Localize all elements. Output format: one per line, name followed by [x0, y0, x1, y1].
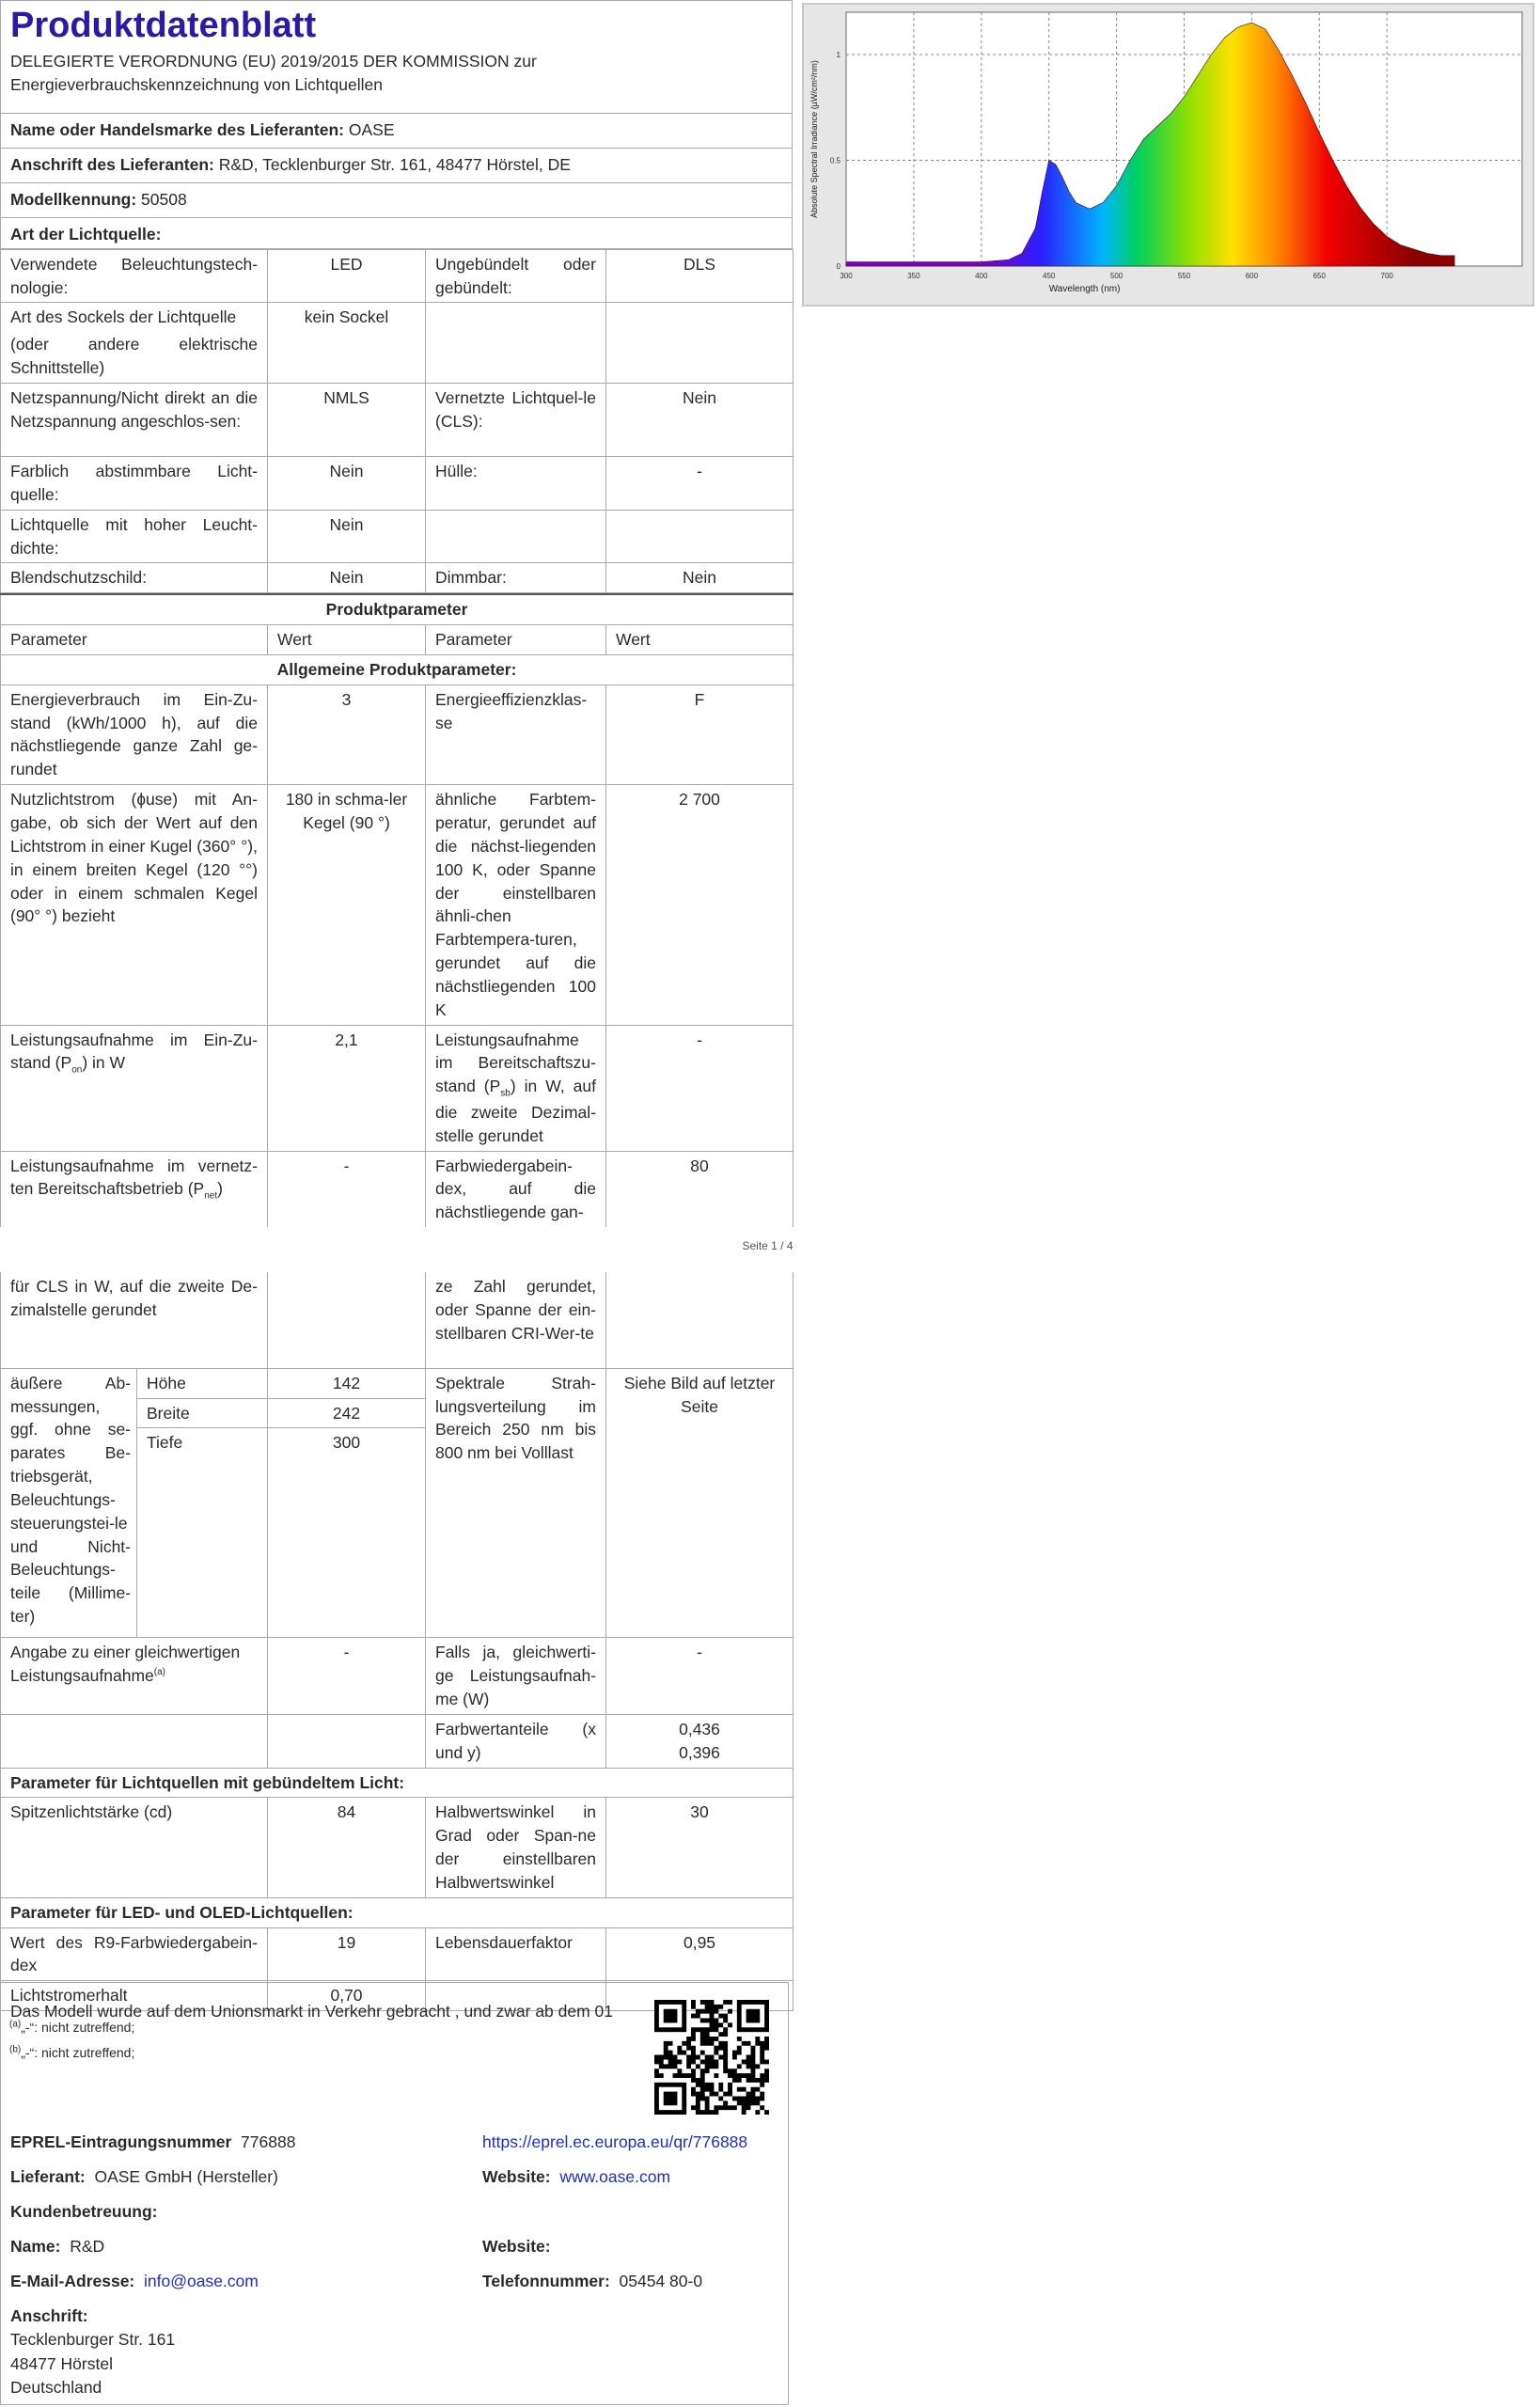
x-tick-label: 700	[1380, 272, 1393, 280]
pnet-label-suffix: )	[217, 1179, 223, 1199]
peak-intensity-label: Spitzenlichtstärke (cd)	[1, 1798, 268, 1897]
x-tick-label: 600	[1245, 272, 1259, 280]
website-link[interactable]: www.oase.com	[559, 2167, 671, 2186]
cct-value: 2 700	[606, 785, 794, 1025]
table-row	[1, 303, 794, 384]
r9-value: 19	[268, 1927, 426, 1981]
table-row	[1, 1151, 794, 1227]
table-row	[1, 1638, 794, 1715]
table-row	[1, 785, 794, 1025]
table-row	[1, 563, 794, 593]
contact-name: R&D	[70, 2237, 105, 2256]
supplier-value: OASE GmbH (Hersteller)	[94, 2167, 278, 2186]
x-axis-label: Wavelength (nm)	[1048, 284, 1121, 294]
energy-class-label: Energieeffizienzklas-se	[426, 684, 606, 784]
glare-value: Nein	[268, 563, 426, 593]
address-label: Anschrift:	[10, 2306, 88, 2325]
equivalent-watt-value: -	[606, 1638, 794, 1715]
dimmable-value: Nein	[606, 563, 794, 593]
footnote-a-text: „-“: nicht zutreffend;	[21, 2020, 135, 2036]
pnet-label-text: Leistungsaufnahme im vernetz-ten Bereitschaftsbetrieb (P	[10, 1156, 258, 1199]
eprel-number: 776888	[241, 2132, 296, 2151]
y-tick-label: 0	[836, 262, 841, 271]
column-header-parameter: Parameter	[1, 625, 268, 655]
spectral-distribution-value: Siehe Bild auf letzter Seite	[606, 1368, 794, 1638]
high-luminance-label: Lichtquelle mit hoher Leucht-dichte:	[1, 510, 268, 563]
supplier-address: R&D, Tecklenburger Str. 161, 48477 Hörstel, DE	[218, 154, 571, 174]
chromaticity-y: 0,396	[679, 1742, 720, 1762]
focus-value: DLS	[606, 249, 794, 303]
standby-power-value: -	[606, 1025, 794, 1151]
qr-code-icon[interactable]	[654, 2000, 769, 2115]
psb-label-text: Leistungsaufnahme im Bereitschaftszu-stand (P	[435, 1030, 596, 1096]
socket-label-line1: Art des Sockels der Lichtquelle	[10, 307, 237, 327]
eprel-label: EPREL-Eintragungsnummer	[10, 2132, 232, 2151]
website-label: Website:	[482, 2167, 551, 2186]
empty-cell	[606, 303, 794, 384]
pnet-subscript: net	[204, 1190, 218, 1202]
energy-consumption-value: 3	[268, 684, 426, 784]
market-date-text: Das Modell wurde auf dem Unionsmarkt in Verkehr gebracht , und zwar ab dem 01	[10, 2002, 614, 2021]
product-parameters-heading: Produktparameter	[1, 594, 794, 624]
empty-cell	[606, 1272, 794, 1368]
table-row	[1, 1714, 794, 1768]
energy-class-value: F	[606, 684, 794, 784]
socket-label	[1, 303, 268, 384]
table-row	[1, 457, 794, 511]
dimmable-label: Dimmbar:	[426, 563, 606, 593]
chromaticity-label: Farbwertanteile (x und y)	[426, 1714, 606, 1768]
empty-cell	[606, 510, 794, 563]
footnote-b-text: „-“: nicht zutreffend;	[21, 2044, 135, 2060]
width-value: 242	[268, 1398, 426, 1428]
table-row	[1, 384, 794, 457]
depth-value: 300	[268, 1428, 426, 1638]
column-header-value: Wert	[268, 625, 426, 655]
table-row	[1, 684, 794, 784]
table-row	[1, 654, 794, 684]
on-mode-power-label	[1, 1025, 268, 1151]
cri-label-cont: ze Zahl gerundet, oder Spanne der ein-stellbaren CRI-Wer-te	[426, 1272, 606, 1368]
glare-label: Blendschutzschild:	[1, 563, 268, 593]
address-city: 48477 Hörstel	[10, 2353, 113, 2373]
address-country: Deutschland	[10, 2378, 102, 2398]
address-block	[10, 2305, 175, 2400]
chromaticity-x: 0,436	[679, 1719, 720, 1738]
pon-label-suffix: ) in W	[82, 1053, 126, 1073]
type-table	[0, 249, 794, 593]
spectral-chart	[802, 3, 1534, 307]
equiv-label-text: Angabe zu einer gleichwertigen Leistungsaufnahme	[10, 1643, 241, 1686]
email-label: E-Mail-Adresse:	[10, 2272, 135, 2290]
model-label: Modellkennung:	[10, 189, 137, 209]
useful-flux-value: 180 in schma-ler Kegel (90 °)	[268, 785, 426, 1025]
phone-label: Telefonnummer:	[482, 2272, 610, 2290]
r9-label: Wert des R9-Farbwiedergabein-dex	[1, 1927, 268, 1981]
envelope-value: -	[606, 457, 794, 511]
envelope-label: Hülle:	[426, 457, 606, 511]
footnote-ref-a: (a)	[153, 1667, 165, 1678]
psb-subscript: sb	[500, 1088, 511, 1099]
light-source-type-heading: Art der Lichtquelle:	[0, 218, 793, 249]
useful-flux-label: Nutzlichtstrom (ɸuse) mit An-gabe, ob sich der Wert auf den Lichtstrom in einer Kugel (360° °), in einem breiten Kegel (120 °°) oder in einem schmalen Kegel (90° °) bezieht	[1, 785, 268, 1025]
beam-angle-label: Halbwertswinkel in Grad oder Span-ne der einstellbaren Halbwertswinkel	[426, 1798, 606, 1897]
empty-cell	[426, 510, 606, 563]
standby-power-label	[426, 1025, 606, 1151]
tunable-label: Farblich abstimmbare Licht-quelle:	[1, 457, 268, 511]
cct-label: ähnliche Farbtem-peratur, gerundet auf die nächst-liegenden 100 K, oder Spanne der einstellbaren ähnli-chen Farbtempera-turen, gerundet auf die nächstliegenden 100 K	[426, 785, 606, 1025]
parameter-table	[0, 593, 794, 2011]
address-street: Tecklenburger Str. 161	[10, 2330, 176, 2350]
table-row	[1, 1368, 794, 1398]
empty-cell	[426, 303, 606, 384]
height-label: Höhe	[137, 1368, 268, 1398]
equivalent-power-label	[1, 1638, 268, 1715]
eprel-link[interactable]: https://eprel.ec.europa.eu/qr/776888	[482, 2132, 748, 2151]
footnote-a-marker: (a)	[9, 2019, 22, 2030]
chromaticity-values	[606, 1714, 794, 1768]
x-tick-label: 300	[840, 272, 853, 280]
supplier-name-row	[0, 114, 793, 149]
supplier-address-label: Anschrift des Lieferanten:	[10, 154, 214, 174]
table-row	[1, 1798, 794, 1897]
page-title: Produktdatenblatt	[0, 0, 793, 50]
directional-heading: Parameter für Lichtquellen mit gebündeltem Licht:	[1, 1768, 794, 1798]
empty-cell	[1, 1714, 268, 1768]
table-row	[1, 1025, 794, 1151]
spectral-chart-svg	[804, 5, 1532, 305]
mains-value: NMLS	[268, 384, 426, 457]
table-row	[1, 1272, 794, 1368]
empty-cell	[268, 1272, 426, 1368]
x-tick-label: 650	[1312, 272, 1326, 280]
customer-service-heading: Kundenbetreuung:	[10, 2202, 158, 2221]
page-break	[1, 1227, 794, 1272]
table-row	[1, 625, 794, 655]
table-row	[1, 249, 794, 303]
focus-label: Ungebündelt oder gebündelt:	[426, 249, 606, 303]
footnote-b-marker: (b)	[9, 2043, 22, 2054]
networked-standby-value: -	[268, 1151, 426, 1227]
led-heading: Parameter für LED- und OLED-Lichtquellen:	[1, 1897, 794, 1927]
model-id: 50508	[141, 189, 187, 209]
cls-value: Nein	[606, 384, 794, 457]
equivalent-watt-label: Falls ja, gleichwerti-ge Leistungsaufnah-me (W)	[426, 1638, 606, 1715]
supplier-name: OASE	[348, 119, 395, 139]
dimensions-label: äußere Ab-messungen, ggf. ohne se-parates Be-triebsgerät, Beleuchtungs-steuerungstei-le und Nicht-Beleuchtungs-teile (Millime-ter)	[1, 1368, 137, 1638]
column-header-value: Wert	[606, 625, 794, 655]
on-mode-power-value: 2,1	[268, 1025, 426, 1151]
psb-label-suffix: ) in W, auf die zweite Dezimal-stelle gerundet	[435, 1077, 596, 1145]
spectral-distribution-label: Spektrale Strah-lungsverteilung im Bereich 250 nm bis 800 nm bei Volllast	[426, 1368, 606, 1638]
empty-cell	[268, 1714, 426, 1768]
x-tick-label: 400	[975, 272, 988, 280]
pon-label-text: Leistungsaufnahme im Ein-Zu-stand (P	[10, 1030, 258, 1073]
tunable-value: Nein	[268, 457, 426, 511]
model-row	[0, 183, 793, 218]
networked-standby-label-cont: für CLS in W, auf die zweite De-zimalstelle gerundet	[1, 1272, 268, 1368]
x-tick-label: 450	[1043, 272, 1056, 280]
tech-label: Verwendete Beleuchtungstech-nologie:	[1, 249, 268, 303]
supplier-name-label: Name oder Handelsmarke des Lieferanten:	[10, 119, 344, 139]
cls-label: Vernetzte Lichtquel-le (CLS):	[426, 384, 606, 457]
supplier-address-row	[0, 149, 793, 183]
networked-standby-label	[1, 1151, 268, 1227]
regulation-text: DELEGIERTE VERORDNUNG (EU) 2019/2015 DER KOMMISSION zur Energieverbrauchskennzeichnung von Lichtquellen	[0, 50, 793, 114]
x-tick-label: 550	[1177, 272, 1191, 280]
email-link[interactable]: info@oase.com	[144, 2272, 259, 2290]
pon-subscript: on	[71, 1064, 83, 1076]
x-tick-label: 350	[907, 272, 920, 280]
table-row	[1, 1927, 794, 1981]
table-row	[1, 1897, 794, 1927]
energy-consumption-label: Energieverbrauch im Ein-Zu-stand (kWh/1000 h), auf die nächstliegende ganze Zahl ge-rundet	[1, 684, 268, 784]
mains-label: Netzspannung/Nicht direkt an die Netzspannung angeschlos-sen:	[1, 384, 268, 457]
survival-factor-label: Lebensdauerfaktor	[426, 1927, 606, 1981]
equivalent-power-value: -	[268, 1638, 426, 1715]
socket-value: kein Sockel	[268, 303, 426, 384]
socket-label-line2: (oder andere elektrische Schnittstelle)	[10, 335, 258, 378]
lumen-maintenance-value: 0,70	[268, 1981, 426, 2011]
beam-angle-value: 30	[606, 1798, 794, 1897]
height-value: 142	[268, 1368, 426, 1398]
supplier-footer	[0, 1982, 789, 2405]
cri-label: Farbwiedergabein-dex, auf die nächstliegende gan-	[426, 1151, 606, 1227]
service-website-label: Website:	[482, 2237, 551, 2256]
supplier-label: Lieferant:	[10, 2167, 86, 2186]
lumen-maintenance-label: Lichtstromerhalt	[1, 1981, 268, 2011]
x-tick-label: 500	[1109, 272, 1124, 280]
table-row	[1, 510, 794, 563]
page-number: Seite 1 / 4	[742, 1239, 794, 1253]
y-tick-label: 0.5	[829, 156, 841, 165]
general-parameters-heading: Allgemeine Produktparameter:	[1, 654, 794, 684]
table-row	[1, 594, 794, 624]
y-axis-label: Absolute Spectral Irradiance (µW/cm²/nm)	[809, 60, 819, 218]
peak-intensity-value: 84	[268, 1798, 426, 1897]
width-label: Breite	[137, 1398, 268, 1428]
high-luminance-value: Nein	[268, 510, 426, 563]
y-tick-label: 1	[836, 51, 841, 59]
contact-name-label: Name:	[10, 2237, 61, 2256]
survival-factor-value: 0,95	[606, 1927, 794, 1981]
phone-number: 05454 80-0	[619, 2272, 703, 2290]
table-row	[1, 1768, 794, 1798]
cri-value: 80	[606, 1151, 794, 1227]
depth-label: Tiefe	[137, 1428, 268, 1638]
tech-value: LED	[268, 249, 426, 303]
column-header-parameter: Parameter	[426, 625, 606, 655]
